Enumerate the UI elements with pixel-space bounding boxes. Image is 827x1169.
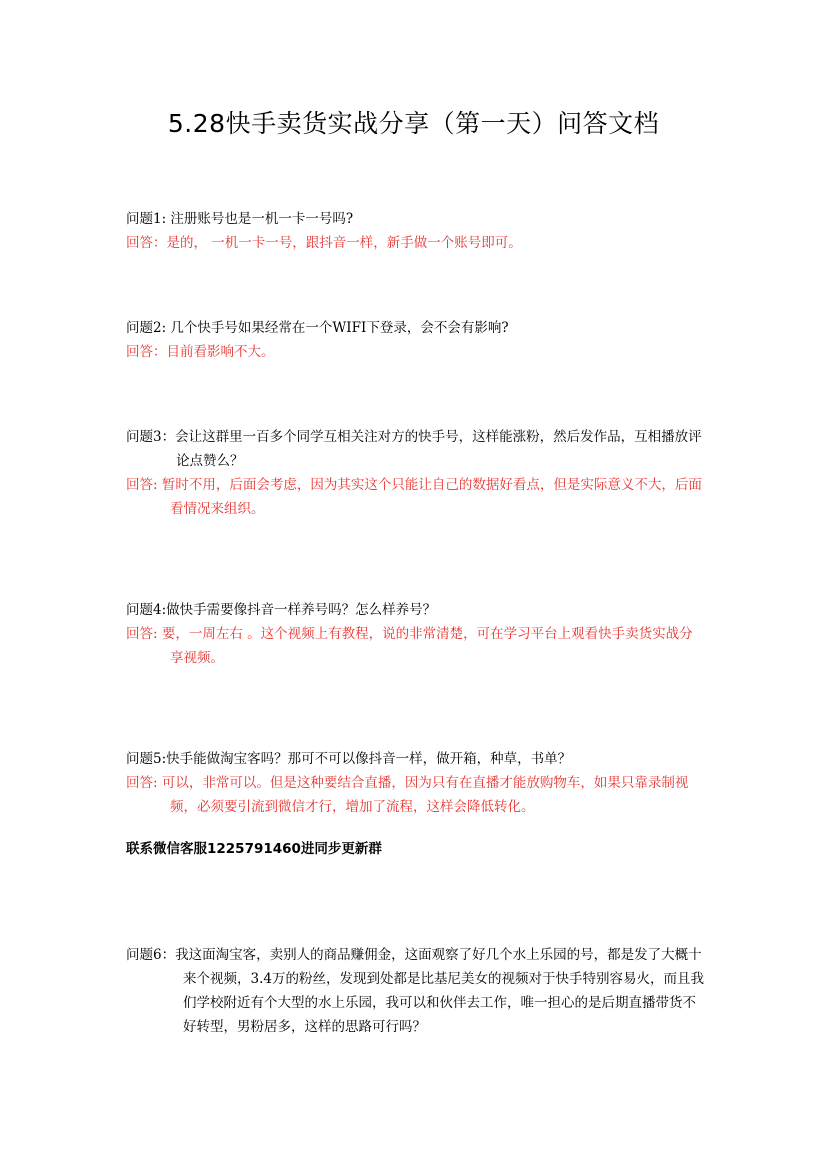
document-title: 5.28快手卖货实战分享（第一天）问答文档 <box>167 109 660 138</box>
qa-item-4 <box>126 598 706 670</box>
qa-item-6 <box>126 943 706 1039</box>
qa-item-2 <box>126 316 706 364</box>
contact-note: 联系微信客服1225791460进同步更新群 <box>126 841 382 857</box>
answer-4: 回答: 要，一周左右 。这个视频上有教程，说的非常清楚，可在学习平台上观看快手卖货实战分享视频。 <box>126 626 693 666</box>
question-3: 问题3：会让这群里一百多个同学互相关注对方的快手号，这样能涨粉，然后发作品，互相播放评论点赞么？ <box>126 429 702 469</box>
qa-item-3 <box>126 425 706 521</box>
question-2: 问题2: 几个快手号如果经常在一个WIFI下登录，会不会有影响? <box>126 320 509 336</box>
answer-3: 回答: 暂时不用，后面会考虑，因为其实这个只能让自己的数据好看点，但是实际意义不大，后面看情况来组织。 <box>126 477 702 517</box>
question-1: 问题1: 注册账号也是一机一卡一号吗? <box>126 211 354 227</box>
question-6: 问题6：我这面淘宝客，卖别人的商品赚佣金，这面观察了好几个水上乐园的号，都是发了大概十来个视频，3.4万的粉丝，发现到处都是比基尼美女的视频对于快手特别容易火，而且我们学校附近有个大型的水上乐园，我可以和伙伴去工作，唯一担心的是后期直播带货不好转型，男粉居多，这样的思路可行吗？ <box>126 947 704 1035</box>
answer-1: 回答：是的， 一机一卡一号，跟抖音一样，新手做一个账号即可。 <box>126 235 522 251</box>
question-4: 问题4:做快手需要像抖音一样养号吗？怎么样养号？ <box>126 602 437 618</box>
qa-item-1 <box>126 207 706 255</box>
answer-2: 回答：目前看影响不大。 <box>126 344 275 360</box>
qa-item-5 <box>126 747 706 819</box>
question-5: 问题5:快手能做淘宝客吗？那可不可以像抖音一样，做开箱，种草，书单？ <box>126 751 572 767</box>
answer-5: 回答: 可以，非常可以。但是这种要结合直播，因为只有在直播才能放购物车，如果只靠录制视频，必须要引流到微信才行，增加了流程，这样会降低转化。 <box>126 775 689 815</box>
